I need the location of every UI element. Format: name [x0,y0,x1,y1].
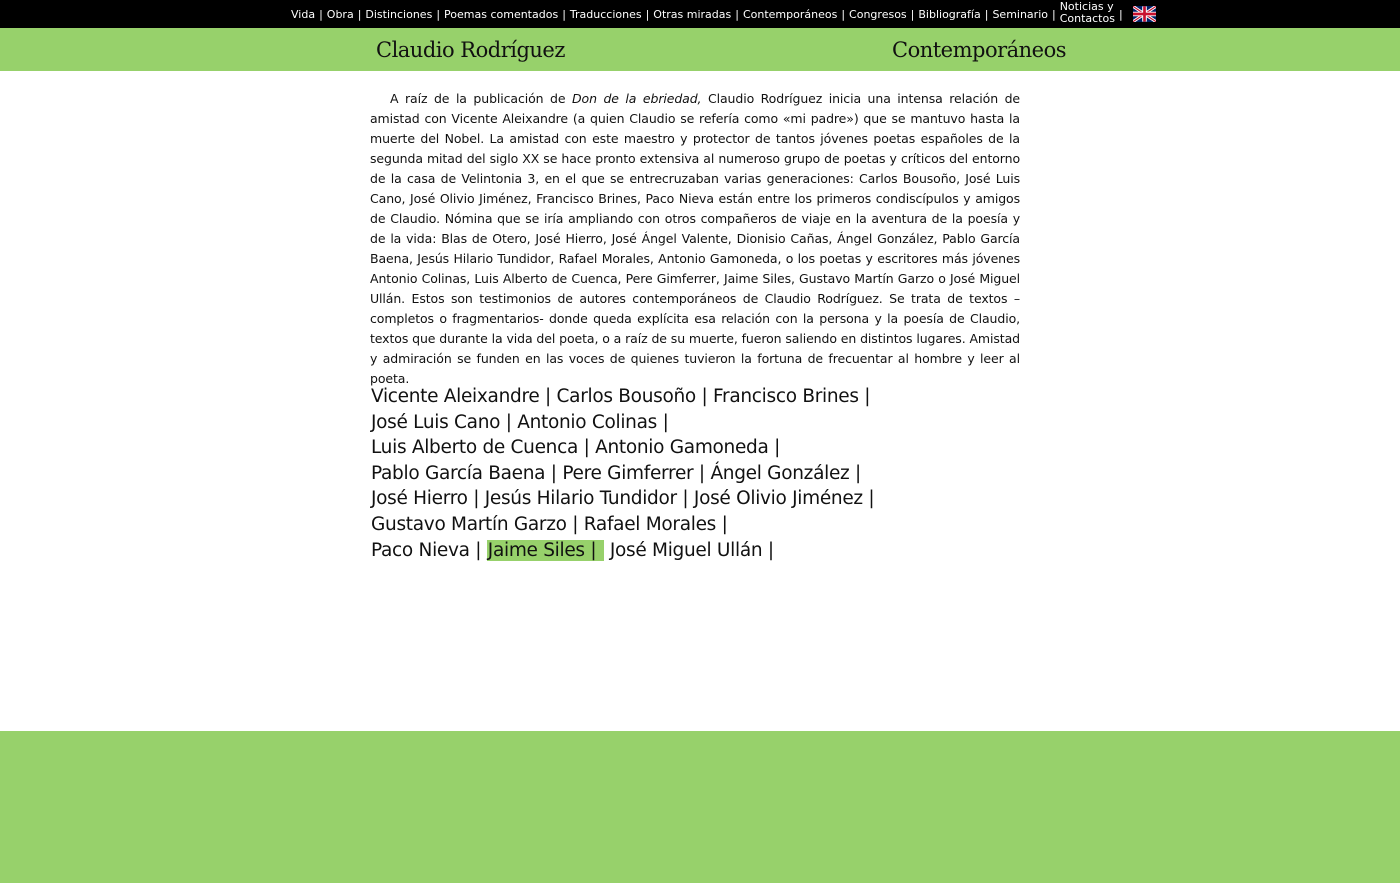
author-link-carlos-bousono[interactable] [557,386,696,407]
top-navigation-bar [0,0,1400,28]
author-name: Paco Nieva [371,539,470,561]
author-link-luis-alberto-de-cuenca[interactable] [371,437,578,458]
author-separator: | [584,539,597,561]
nav-link-seminario[interactable]: Seminario [992,7,1048,21]
author-link-pablo-garcia-baena[interactable] [371,463,545,484]
uk-flag-icon[interactable] [1133,6,1156,22]
author-separator: | [862,488,875,510]
author-name: José Miguel Ullán [609,539,763,561]
author-name: Carlos Bousoño [556,386,696,407]
site-title[interactable]: Claudio Rodríguez [376,38,565,62]
author-link-vicente-aleixandre[interactable] [371,386,539,407]
author-separator: | [858,386,871,407]
author-link-gustavo-martin-garzo[interactable] [371,514,567,535]
author-name: Gustavo Martín Garzo [371,513,567,535]
nav-link-distinciones[interactable]: Distinciones [365,7,433,21]
authors-line [371,538,1011,564]
author-separator: | [762,539,774,561]
authors-line [371,486,1011,512]
nav-separator: | [984,7,989,21]
author-separator: | [768,437,781,459]
authors-line [371,435,1011,461]
author-link-jose-miguel-ullan[interactable] [610,540,762,561]
author-name: Pere Gimferrer [562,462,694,484]
nav-link-vida[interactable]: Vida [291,7,316,21]
author-name: Luis Alberto de Cuenca [371,437,579,459]
nav-items [291,0,1156,28]
author-name: José Luis Cano [371,411,501,433]
author-separator: | [500,411,512,433]
author-link-angel-gonzalez[interactable] [710,463,849,484]
authors-line [371,512,1011,538]
author-link-jose-olivio-jimenez[interactable] [694,488,863,509]
author-link-rafael-morales[interactable] [584,514,716,535]
author-separator: | [693,462,705,484]
footer-band [0,731,1400,883]
nav-separator: | [357,7,362,21]
intro-text-after: Claudio Rodríguez inicia una intensa relación de amistad con Vicente Aleixandre (a quien Claudio se refería como «mi padre») que se mantuvo hasta la muerte del Nobel. La amistad con este maestro y protector de tantos jóvenes poetas españoles de la segunda mitad del siglo XX se hace pronto extensiva al numeroso grupo de poetas y críticos del entorno de la casa de Velintonia 3, en el que se entrecruzaban varias generaciones: Carlos Bousoño, José Luis Cano, José Olivio Jiménez, Francisco Brines, Paco Nieva están entre los primeros condiscípulos y amigos de Claudio. Nómina que se iría ampliando con otros compañeros de viaje en la aventura de la poesía y de la vida: Blas de Otero, José Hierro, José Ángel Valente, Dionisio Cañas, Ángel González, Pablo García Baena, Jesús Hilario Tundidor, Rafael Morales, Antonio Gamoneda, o los poetas y escritores más jóvenes Antonio Colinas, Luis Alberto de Cuenca, Pere Gimferrer, Jaime Siles, Gustavo Martín Garzo o José Miguel Ullán. Estos son testimonios de autores contemporáneos de Claudio Rodríguez. Se trata de textos –completos o fragmentarios- donde queda explícita esa relación con la persona y la poesía de Claudio, textos que durante la vida del poeta, o a raíz de su muerte, fueron saliendo en distintos lugares. Amistad y admiración se funden en las voces de quienes tuvieron la fortuna de frecuentar al hombre y leer al poeta. [370,91,1020,386]
author-name: Jesús Hilario Tundidor [484,488,677,510]
author-separator: | [545,462,557,484]
author-separator: | [467,488,480,510]
author-link-antonio-gamoneda[interactable] [595,437,768,458]
nav-separator: | [645,7,650,21]
author-link-jaime-siles[interactable] [487,540,604,561]
intro-paragraph [370,89,1020,389]
author-name: José Olivio Jiménez [693,488,863,510]
author-separator: | [716,513,728,535]
author-name: Francisco Brines [713,386,859,407]
nav-link-congresos[interactable]: Congresos [849,7,907,21]
intro-text-before: A raíz de la publicación de [390,91,573,106]
author-link-antonio-colinas[interactable] [517,412,657,433]
author-link-pere-gimferrer[interactable] [562,463,693,484]
nav-link-noticias-contactos[interactable] [1060,1,1115,25]
nav-separator: | [1051,7,1056,21]
author-separator: | [656,411,669,433]
nav-separator: | [319,7,323,21]
author-name: Antonio Colinas [517,411,657,433]
nav-separator: | [562,7,566,21]
book-title: Don de la ebriedad, [572,91,702,106]
authors-list [371,384,1011,563]
nav-link-bibliografia[interactable]: Bibliografía [918,7,981,21]
author-name: Rafael Morales [583,513,716,535]
nav-separator: | [735,7,739,21]
nav-separator: | [436,7,441,21]
nav-link-otras-miradas[interactable]: Otras miradas [653,7,732,21]
author-name: Jaime Siles [487,539,585,561]
author-name: Vicente Aleixandre [371,386,540,407]
nav-separator: | [910,7,915,21]
author-link-francisco-brines[interactable] [713,386,859,407]
author-separator: | [578,437,590,459]
authors-line [371,410,1011,436]
author-link-jose-luis-cano[interactable] [371,412,500,433]
author-name: José Hierro [371,488,468,510]
author-separator: | [539,386,551,407]
section-title: Contemporáneos [892,38,1067,62]
authors-line [371,461,1011,487]
nav-news-line1: Noticias y [1059,0,1114,13]
author-name: Ángel González [710,462,850,484]
authors-line [371,384,1011,410]
author-separator: | [676,488,689,510]
nav-link-poemas-comentados[interactable]: Poemas comentados [444,7,559,21]
nav-separator: | [841,7,846,21]
author-link-jesus-hilario-tundidor[interactable] [485,488,677,509]
author-separator: | [849,462,861,484]
author-name: Pablo García Baena [371,462,546,484]
author-separator: | [469,539,482,561]
nav-link-obra[interactable]: Obra [326,7,354,21]
author-name: Antonio Gamoneda [595,437,769,459]
author-link-paco-nieva[interactable] [371,540,470,561]
author-separator: | [695,386,708,407]
page-header [0,28,1400,71]
author-link-jose-hierro[interactable] [371,488,468,509]
author-separator: | [566,513,579,535]
nav-news-line2: Contactos [1059,11,1115,25]
nav-link-contemporaneos[interactable]: Contemporáneos [742,7,838,21]
nav-separator: | [1118,7,1123,21]
nav-link-traducciones[interactable]: Traducciones [569,7,642,21]
